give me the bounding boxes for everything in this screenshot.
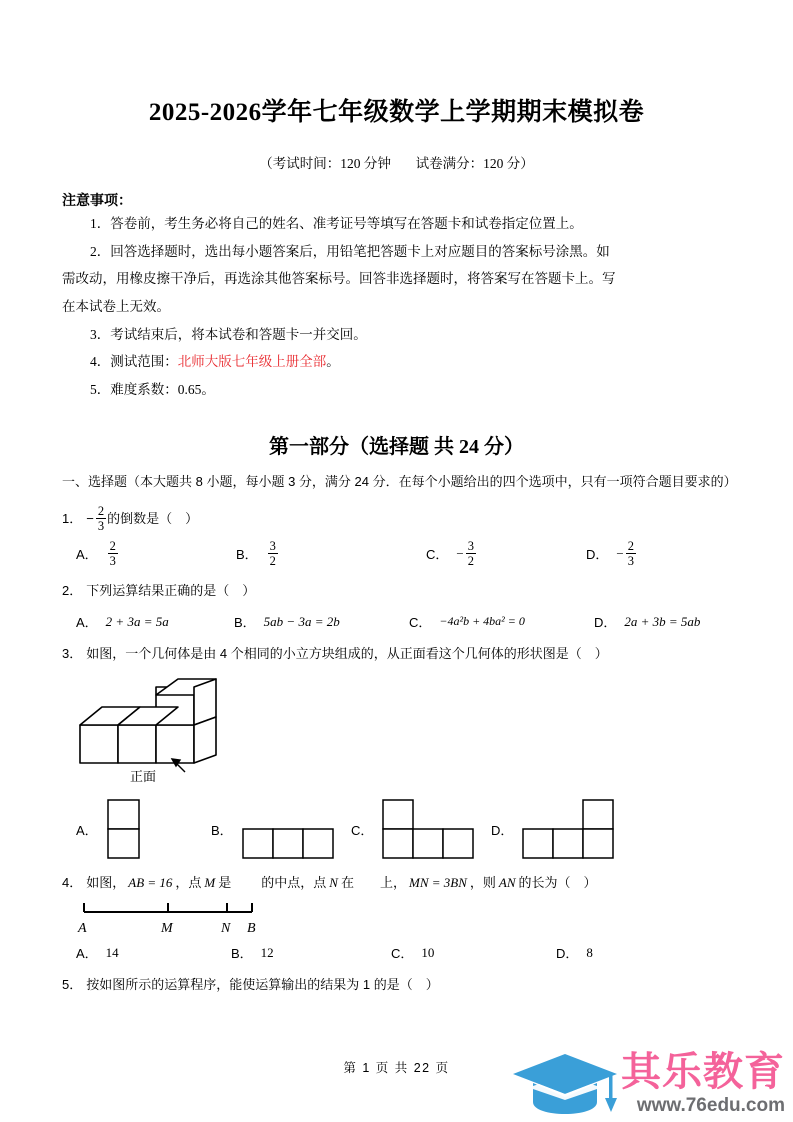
- option-a-label: A．: [76, 615, 98, 631]
- q4-text-10: ，则: [469, 875, 496, 891]
- question-1: [0, 504, 793, 568]
- fraction-denominator: 3: [97, 519, 105, 534]
- exam-time-label: （考试时间：120 分钟: [259, 156, 391, 171]
- option-a-value: 14: [105, 944, 119, 960]
- graduation-cap-icon: [509, 1050, 621, 1116]
- note-item: 1．答卷前，考生务必将自己的姓名、准考证号等填写在答题卡和试卷指定位置上。: [90, 216, 583, 231]
- note-item: 2．回答选择题时，选出每小题答案后，用铅笔把答题卡上对应题目的答案标号涂黑。如: [90, 243, 610, 259]
- front-label: 正面: [130, 769, 157, 784]
- option-a-label: A．: [76, 547, 98, 563]
- option-b[interactable]: [211, 798, 351, 860]
- question-2: [0, 578, 793, 631]
- option-a-label: A．: [76, 822, 98, 838]
- fraction-numerator: 3: [269, 539, 276, 554]
- question-2-number: 2．: [62, 583, 83, 599]
- question-5-number: 5．: [62, 977, 83, 993]
- q4-text-5: 的中点，点: [261, 875, 327, 891]
- option-c-label: C．: [351, 822, 374, 838]
- question-3-number: 3．: [62, 646, 83, 662]
- option-d-value: 8: [586, 944, 593, 960]
- option-c[interactable]: [426, 539, 586, 568]
- option-d[interactable]: [586, 539, 637, 568]
- option-a[interactable]: [76, 539, 236, 568]
- option-d[interactable]: [556, 943, 593, 962]
- option-d-shape: [519, 798, 619, 860]
- question-4-segment-figure: [62, 898, 733, 941]
- fraction-denominator: 3: [109, 554, 116, 569]
- fraction-denominator: 2: [269, 554, 276, 569]
- choice-section-intro: 一、选择题（本大题共 8 小题，每小题 3 分，满分 24 分．在每个小题给出的四个选项中，只有一项符合题目要求的）: [62, 473, 737, 489]
- option-c-expression: −4a²b + 4ba² = 0: [439, 614, 525, 629]
- question-4-number: 4．: [62, 875, 83, 891]
- question-1-stem: [62, 504, 733, 533]
- option-c-shape: [379, 798, 479, 860]
- question-4-stem: [62, 870, 733, 896]
- option-d-label: D．: [556, 946, 579, 962]
- logo-url: www.76edu.com: [636, 1094, 785, 1116]
- exam-meta: [0, 152, 793, 172]
- q4-text-7: 在: [340, 875, 354, 891]
- option-b-expression: 5ab − 3a = 2b: [263, 613, 340, 629]
- question-5-stem: [62, 972, 733, 998]
- option-b[interactable]: [236, 539, 426, 568]
- option-b-value: 12: [260, 944, 274, 960]
- option-b-label: B．: [231, 946, 253, 962]
- question-1-frac-sign: −: [86, 510, 94, 526]
- option-a-shape: [104, 798, 144, 860]
- question-1-number: 1．: [62, 510, 83, 526]
- option-d-label: D．: [491, 822, 514, 838]
- option-a[interactable]: [76, 612, 234, 631]
- note-item: 在本试卷上无效。: [62, 299, 170, 315]
- q4-text-0: 如图，: [86, 875, 126, 891]
- scope-suffix: 。: [326, 354, 340, 370]
- question-3-stem-text: 如图，一个几何体是由 4 个相同的小立方块组成的，从正面看这个几何体的形状图是（ ）: [86, 646, 608, 662]
- q4-var-m: M: [204, 875, 216, 891]
- option-a[interactable]: [76, 943, 231, 962]
- site-logo: [509, 1050, 785, 1116]
- option-b-shape: [239, 798, 339, 860]
- option-c-label: C．: [426, 547, 449, 563]
- question-2-options: [62, 612, 733, 631]
- segment-point-b: B: [247, 921, 256, 937]
- segment-point-n: N: [221, 921, 231, 937]
- scope-value: 北师大版七年级上册全部: [177, 354, 327, 370]
- fraction-numerator: 2: [97, 504, 105, 519]
- option-a-label: A．: [76, 946, 98, 962]
- option-d[interactable]: [491, 798, 619, 860]
- option-d[interactable]: [594, 612, 700, 631]
- logo-text-cn: 其乐教育: [621, 1049, 785, 1094]
- notes-section: [0, 190, 793, 404]
- question-2-stem-text: 下列运算结果正确的是（ ）: [86, 583, 256, 599]
- question-5: [0, 972, 793, 998]
- page-title: 2025-2026学年七年级数学上学期期末模拟卷: [148, 99, 645, 126]
- option-a[interactable]: [76, 798, 211, 860]
- note-item: 3．考试结束后，将本试卷和答题卡一并交回。: [90, 326, 367, 342]
- option-d-sign: −: [616, 545, 624, 561]
- q4-expr-mn: MN = 3BN: [409, 875, 467, 891]
- option-d-expression: 2a + 3b = 5ab: [624, 613, 701, 629]
- question-1-options: [62, 539, 733, 568]
- exam-score-label: 试卷满分：120 分）: [415, 156, 534, 171]
- option-d-label: D．: [586, 547, 609, 563]
- option-b-label: B．: [211, 822, 233, 838]
- question-3-solid-figure: [62, 675, 733, 786]
- cube-stack-diagram: [72, 675, 302, 783]
- option-b[interactable]: [231, 943, 391, 962]
- option-b[interactable]: [234, 612, 409, 631]
- question-3-options: [62, 798, 733, 860]
- segment-point-a: A: [78, 921, 87, 937]
- question-3: [0, 641, 793, 860]
- question-1-fraction: [96, 504, 106, 533]
- q4-text-8: 上，: [379, 875, 406, 891]
- option-c-label: C．: [409, 615, 432, 631]
- option-c[interactable]: [391, 943, 556, 962]
- option-c-fraction: [466, 539, 476, 568]
- fraction-numerator: 3: [467, 539, 474, 554]
- question-2-stem: [62, 578, 733, 604]
- fraction-numerator: 2: [109, 539, 116, 554]
- note-item-scope: [62, 348, 733, 376]
- q4-text-4: 是: [218, 875, 232, 891]
- option-a-expression: 2 + 3a = 5a: [105, 613, 169, 629]
- segment-diagram: [72, 898, 287, 938]
- page-footer: [0, 1042, 793, 1122]
- segment-point-m: M: [161, 921, 173, 937]
- question-5-stem-text: 按如图所示的运算程序，能使运算输出的结果为 1 的是（ ）: [86, 977, 439, 993]
- option-c[interactable]: [409, 612, 594, 631]
- question-3-stem: [62, 641, 733, 667]
- page-number: 第 1 页 共 22 页: [343, 1061, 450, 1075]
- option-b-fraction: [268, 539, 278, 568]
- part-one-title: 第一部分（选择题 共 24 分）: [269, 435, 524, 458]
- scope-prefix: 4．测试范围：: [90, 354, 178, 370]
- fraction-denominator: 2: [467, 554, 474, 569]
- question-4: [0, 870, 793, 962]
- option-c-label: C．: [391, 946, 414, 962]
- option-c[interactable]: [351, 798, 491, 860]
- option-b-label: B．: [234, 615, 256, 631]
- option-c-value: 10: [421, 944, 435, 960]
- option-c-sign: −: [456, 545, 464, 561]
- q4-var-n: N: [329, 875, 338, 891]
- option-b-label: B．: [236, 547, 258, 563]
- option-d-label: D．: [594, 615, 617, 631]
- q4-text-12: 的长为（ ）: [518, 875, 597, 891]
- notes-heading: 注意事项：: [62, 192, 132, 208]
- note-item: 需改动，用橡皮擦干净后，再选涂其他答案标号。回答非选择题时，将答案写在答题卡上。写: [62, 271, 616, 287]
- fraction-denominator: 3: [627, 554, 634, 569]
- q4-text-2: ，点: [175, 875, 202, 891]
- q4-expr-ab: AB = 16: [128, 875, 173, 891]
- q4-expr-an: AN: [498, 875, 516, 891]
- note-item-difficulty: 5．难度系数：0.65。: [90, 382, 215, 398]
- question-1-stem-text: 的倒数是（ ）: [107, 510, 199, 526]
- question-4-options: [62, 943, 733, 962]
- fraction-numerator: 2: [627, 539, 634, 554]
- option-d-fraction: [626, 539, 636, 568]
- option-a-fraction: [108, 539, 118, 568]
